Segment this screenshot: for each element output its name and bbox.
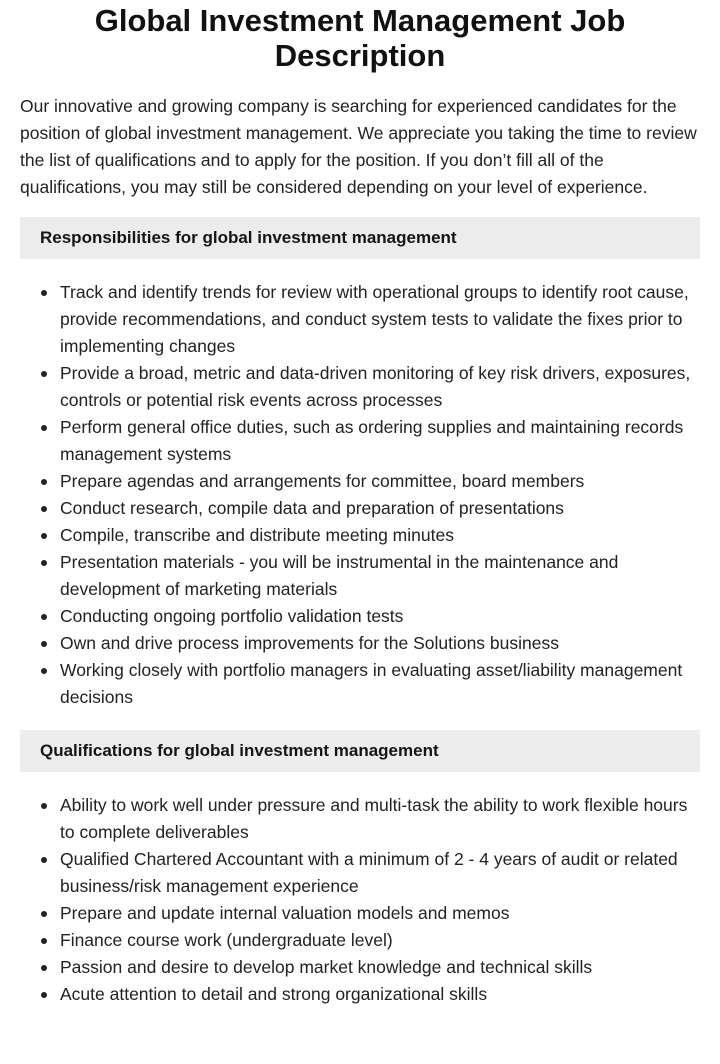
list-item-text: Acute attention to detail and strong organizational skills [60, 984, 488, 1004]
list-item [20, 360, 700, 414]
list-item-text: Finance course work (undergraduate level) [60, 930, 393, 950]
bullet-icon [20, 630, 60, 657]
bullet-icon [20, 549, 60, 603]
responsibilities-list [20, 279, 700, 711]
bullet-icon [20, 846, 60, 900]
list-item [20, 414, 700, 468]
list-item-text: Compile, transcribe and distribute meeting minutes [60, 525, 454, 545]
list-item [20, 468, 700, 495]
list-item-text: Prepare and update internal valuation models and memos [60, 903, 510, 923]
list-item-text: Working closely with portfolio managers in evaluating asset/liability management decisions [60, 660, 683, 707]
list-item [20, 657, 700, 711]
list-item [20, 630, 700, 657]
bullet-icon [20, 414, 60, 468]
bullet-icon [20, 279, 60, 360]
list-item-text: Track and identify trends for review with operational groups to identify root cause, provide recommendations, and conduct system tests to validate the fixes prior to implementing changes [60, 282, 689, 356]
list-item [20, 522, 700, 549]
page-title: Global Investment Management Job Description [94, 3, 626, 73]
bullet-icon [20, 927, 60, 954]
list-item-text: Provide a broad, metric and data-driven monitoring of key risk drivers, exposures, controls or potential risk events across processes [60, 363, 691, 410]
list-item [20, 495, 700, 522]
list-item [20, 954, 700, 981]
list-item [20, 981, 700, 1008]
list-item [20, 603, 700, 630]
bullet-icon [20, 900, 60, 927]
bullet-icon [20, 657, 60, 711]
list-item-text: Conducting ongoing portfolio validation tests [60, 606, 404, 626]
bullet-icon [20, 495, 60, 522]
bullet-icon [20, 954, 60, 981]
responsibilities-heading-label: Responsibilities for global investment management [40, 228, 457, 247]
list-item [20, 279, 700, 360]
list-item-text: Prepare agendas and arrangements for committee, board members [60, 471, 585, 491]
bullet-icon [20, 792, 60, 846]
list-item [20, 900, 700, 927]
list-item-text: Conduct research, compile data and preparation of presentations [60, 498, 564, 518]
intro-paragraph: Our innovative and growing company is searching for experienced candidates for the position of global investment management. We appreciate you taking the time to review the list of qualifications and to apply for the position. If you don’t fill all of the qualifications, you may still be considered depending on your level of experience. [20, 96, 697, 197]
list-item-text: Perform general office duties, such as ordering supplies and maintaining records management systems [60, 417, 684, 464]
bullet-icon [20, 468, 60, 495]
list-item-text: Own and drive process improvements for the Solutions business [60, 633, 559, 653]
list-item-text: Qualified Chartered Accountant with a minimum of 2 - 4 years of audit or related business/risk management experience [60, 849, 678, 896]
bullet-icon [20, 603, 60, 630]
bullet-icon [20, 981, 60, 1008]
list-item [20, 846, 700, 900]
list-item [20, 792, 700, 846]
responsibilities-heading [20, 217, 700, 259]
list-item-text: Presentation materials - you will be instrumental in the maintenance and development of marketing materials [60, 552, 619, 599]
bullet-icon [20, 522, 60, 549]
qualifications-heading [20, 730, 700, 772]
bullet-icon [20, 360, 60, 414]
qualifications-heading-label: Qualifications for global investment management [40, 741, 439, 760]
list-item [20, 927, 700, 954]
qualifications-list [20, 792, 700, 1008]
list-item [20, 549, 700, 603]
list-item-text: Ability to work well under pressure and multi-task the ability to work flexible hours to complete deliverables [60, 795, 688, 842]
list-item-text: Passion and desire to develop market knowledge and technical skills [60, 957, 593, 977]
